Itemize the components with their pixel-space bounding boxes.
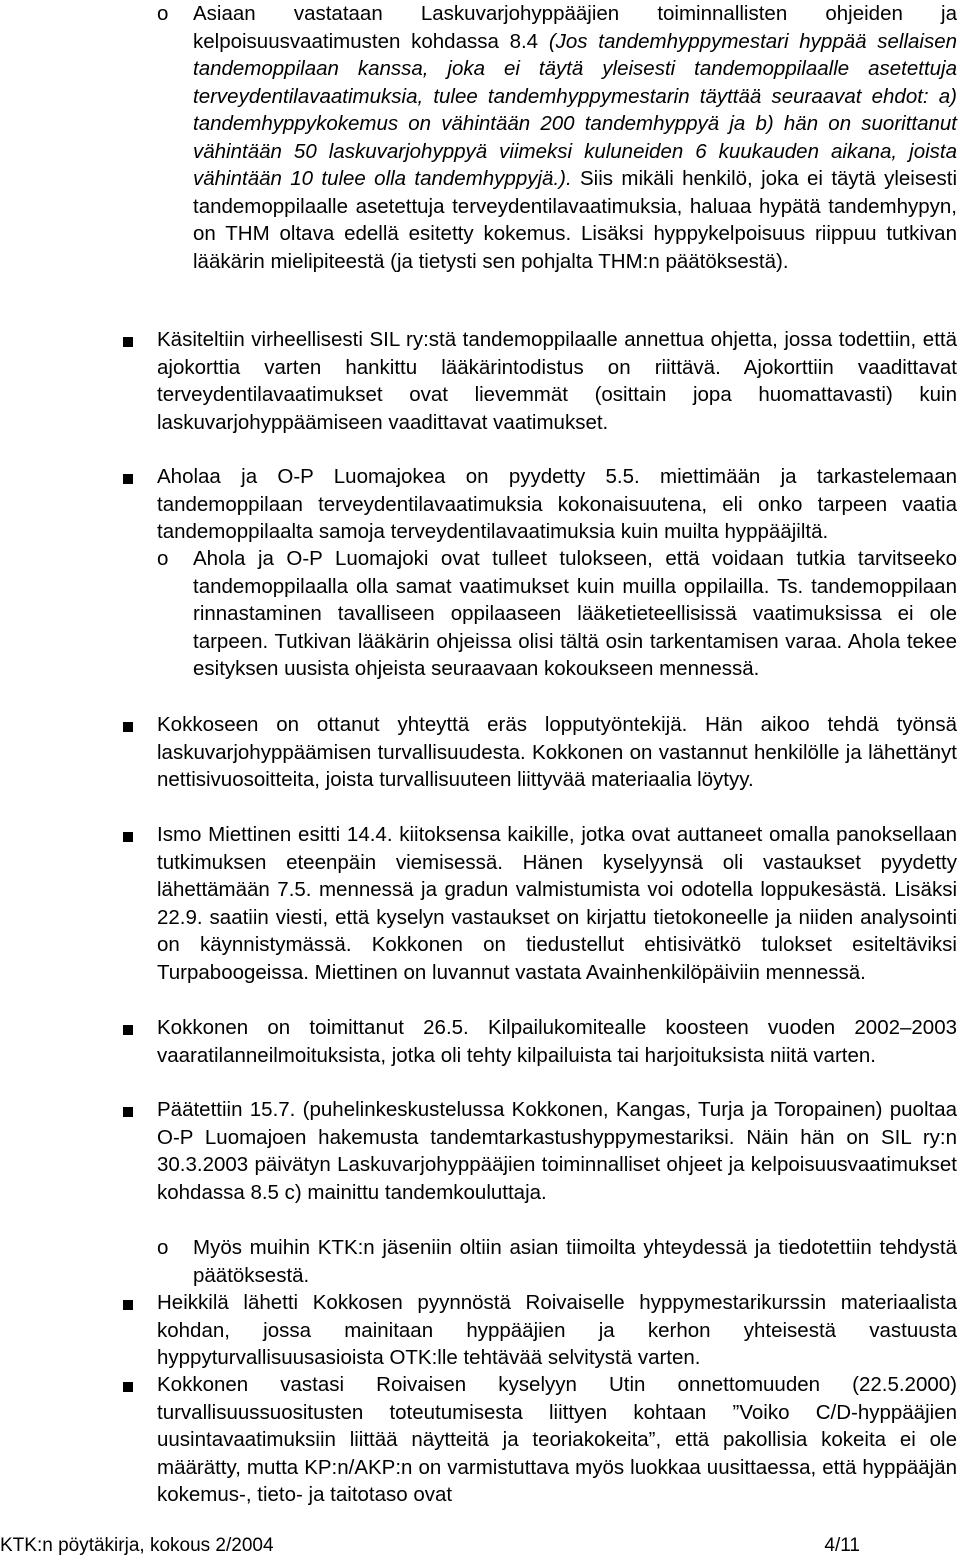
bullet-item (157, 821, 957, 986)
bullet-item (157, 1371, 957, 1509)
text-run: Ahola ja O-P Luomajoki ovat tulleet tulokseen, että voidaan tutkia tarvitseeko tandemoppilaalla olla samat vaatimukset kuin muilla oppilailla. Ts. tandemoppilaan rinnastaminen tavalliseen oppilaaseen lääketieteellisissä vaatimuksissa ei ole tarpeen. Tutkivan lääkärin ohjeissa olisi tältä osin tarkentamisen varaa. Ahola tekee esityksen uusista ohjeista seuraavaan kokoukseen mennessä. (193, 547, 957, 680)
bullet-item (157, 463, 957, 546)
square-bullet-icon (123, 1107, 133, 1117)
text-run: Käsiteltiin virheellisesti SIL ry:stä tandemoppilaalle annettua ohjetta, jossa todettiin, että ajokorttia varten hankittu lääkärintodistus on riittävä. Ajokorttiin vaadittavat terveydentilavaatimukset ovat lievemmät (osittain jopa huomattavasti) kuin laskuvarjohyppäämiseen vaadittavat vaatimukset. (157, 328, 957, 434)
text-run: Heikkilä lähetti Kokkosen pyynnöstä Roivaiselle hyppymestarikurssin materiaalista kohdan, jossa mainitaan hyppääjien ja kerhon yhteisestä vastuusta hyppyturvallisuusasioista OTK:lle tehtävää selvitystä varten. (157, 1291, 957, 1369)
bullet-item (157, 1289, 957, 1372)
text-run: Asiaan vastataan Laskuvarjohyppääjien toiminnallisten ohjeiden ja kelpoisuusvaatimusten kohdassa 8.4 (193, 2, 957, 53)
text-run: Päätettiin 15.7. (puhelinkeskustelussa Kokkonen, Kangas, Turja ja Toropainen) puoltaa O-P Luomajoen hakemusta tandemtarkastushyppymestariksi. Näin hän on SIL ry:n 30.3.2003 päivätyn Laskuvarjohyppääjien toiminnalliset ohjeet ja kelpoisuusvaatimukset kohdassa 8.5 c) mainittu tandemkouluttaja. (157, 1098, 957, 1204)
square-bullet-icon (123, 722, 133, 732)
text-run: Ismo Miettinen esitti 14.4. kiitoksensa kaikille, jotka ovat auttaneet omalla panoksellaan tutkimuksen eteenpäin viemisessä. Hänen kyselyynsä oli vastaukset pyydetty lähettämään 7.5. mennessä ja gradun valmistumista voi odotella loppukesästä. Lisäksi 22.9. saatiin viesti, että kyselyn vastaukset on kirjattu tietokoneelle ja niiden analysointi on käynnistymässä. Kokkonen on tiedustellut ehtisivätkö tulokset esiteltäviksi Turpaboogeissa. Miettinen on luvannut vastata Avainhenkilöpäiviin mennessä. (157, 823, 957, 984)
text-run: Kokkoseen on ottanut yhteyttä eräs lopputyöntekijä. Hän aikoo tehdä työnsä laskuvarjohyppäämisen turvallisuudesta. Kokkonen on vastannut henkilölle ja lähettänyt nettisivuosoitteita, joista turvallisuuteen liittyvää materiaalia löytyy. (157, 713, 957, 791)
square-bullet-icon (123, 1382, 133, 1392)
text-run: Aholaa ja O-P Luomajokea on pyydetty 5.5. miettimään ja tarkastelemaan tandemoppilaan terveydentilavaatimuksia kokonaisuutena, eli onko tarpeen vaatia tandemoppilaalta samoja terveydentilavaatimuksia kuin muilta hyppääjiltä. (157, 465, 957, 543)
page-number: 4/11 (824, 1535, 860, 1556)
square-bullet-icon (123, 832, 133, 842)
sub-list-item (193, 0, 957, 275)
bullet-item (157, 711, 957, 794)
square-bullet-icon (123, 474, 133, 484)
sub-list-item (193, 545, 957, 683)
bullet-item (157, 1096, 957, 1206)
text-run: Siis mikäli henkilö, joka ei täytä yleisesti tandemoppilaalle asetettuja terveydentilavaatimuksia, haluaa hypätä tandemhypyn, on THM oltava edellä esitetty kokemus. Lisäksi hyppykelpoisuus riippuu tutkivan lääkärin mielipiteestä (ja tietysti sen pohjalta THM:n päätöksestä). (193, 167, 958, 273)
footer-document-title: KTK:n pöytäkirja, kokous 2/2004 (0, 1535, 274, 1556)
sub-bullet-marker: o (157, 2, 169, 25)
text-run: Myös muihin KTK:n jäseniin oltiin asian tiimoilta yhteydessä ja tiedotettiin tehdystä päätöksestä. (193, 1236, 957, 1287)
square-bullet-icon (123, 1300, 133, 1310)
sub-bullet-marker: o (157, 1236, 169, 1259)
text-run: Kokkonen on toimittanut 26.5. Kilpailukomitealle koosteen vuoden 2002–2003 vaaratilanneilmoituksista, jotka oli tehty kilpailuista tai harjoituksista niitä varten. (157, 1016, 957, 1067)
sub-list-item (193, 1234, 957, 1289)
bullet-item (157, 326, 957, 436)
sub-bullet-marker: o (157, 547, 169, 570)
bullet-item (157, 1014, 957, 1069)
quoted-rule-text: (Jos tandemhyppymestari hyppää sellaisen tandemoppilaan kanssa, joka ei täytä yleisesti tandemoppilaalle asetettuja terveydentilavaatimuksia, tulee tandemhyppymestarin täyttää seuraavat ehdot: a) tandemhyppykokemus on vähintään 200 tandemhyppyä ja b) hän on suorittanut vähintään 50 laskuvarjohyppyä viimeksi kuluneiden 6 kuukauden aikana, joista vähintään 10 tulee olla tandemhyppyjä.). (193, 29, 958, 190)
square-bullet-icon (123, 1025, 133, 1035)
text-run: Kokkonen vastasi Roivaisen kyselyyn Utin onnettomuuden (22.5.2000) turvallisuussuositusten toteutumisesta liittyen kohtaan ”Voiko C/D-hyppääjien uusintavaatimuksiin liittää näytteitä ja teoriakokeita”, että pakollisia kokeita ei ole määrätty, mutta KP:n/AKP:n on varmistuttava myös luokkaa uusittaessa, että hyppääjän kokemus-, tieto- ja taitotaso ovat (157, 1373, 957, 1506)
square-bullet-icon (123, 337, 133, 347)
